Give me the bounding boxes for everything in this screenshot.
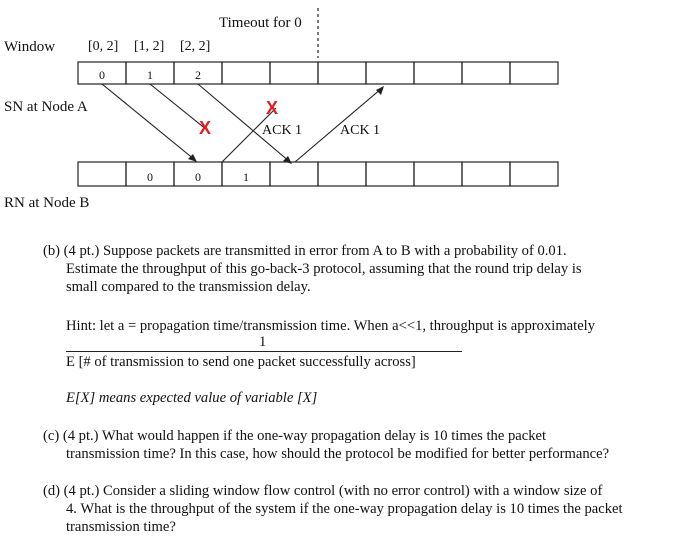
rn-cell [78,162,126,186]
go-back-n-timing-diagram [0,0,681,220]
rn-cell [366,162,414,186]
rn-cell-value: 1 [243,170,249,184]
expectation-note: E[X] means expected value of variable [X] [66,390,318,406]
question-d-line-1: (d) (4 pt.) Consider a sliding window flow control (with no error control) with a window size of [43,483,603,499]
window-range-2: [2, 2] [180,39,211,54]
rn-cell [318,162,366,186]
question-b-line-3: small compared to the transmission delay. [66,279,311,295]
sn-cell-value: 0 [99,68,105,82]
rn-row [78,162,558,186]
hint-text: Hint: let a = propagation time/transmission time. When a<<1, throughput is approximately [66,318,596,334]
question-d-line-2: 4. What is the throughput of the system if the one-way propagation delay is 10 times the packet [66,501,623,517]
ack-1-arrowhead [376,86,384,95]
fraction-numerator: 1 [259,334,267,350]
question-b-line-1: (b) (4 pt.) Suppose packets are transmitted in error from A to B with a probability of 0.01. [43,243,567,259]
sn-row [78,62,558,84]
sn-cell [510,62,558,84]
sn-cell-value: 1 [147,68,153,82]
rn-cell [462,162,510,186]
sn-cell [414,62,462,84]
window-range-1: [1, 2] [134,39,165,54]
sn-cell [270,62,318,84]
sn-cell [462,62,510,84]
rn-cell-value: 0 [195,170,201,184]
ack-label-2: ACK 1 [340,123,381,138]
sn-label: SN at Node A [4,99,88,115]
rn-cell [414,162,462,186]
window-label: Window [4,39,56,55]
question-d-line-3: transmission time? [66,519,176,535]
timeout-label: Timeout for 0 [219,15,302,31]
ack-error-mark: X [266,98,279,118]
rn-label: RN at Node B [4,195,90,211]
rn-cell [270,162,318,186]
ack-label-1: ACK 1 [262,123,303,138]
rn-cell [510,162,558,186]
question-c-line-1: (c) (4 pt.) What would happen if the one-way propagation delay is 10 times the packet [43,428,547,444]
window-range-0: [0, 2] [88,39,119,54]
fraction-denominator: E [# of transmission to send one packet successfully across] [66,354,416,370]
fraction-bar [66,351,462,352]
sn-cell [366,62,414,84]
sn-cell [222,62,270,84]
packet-error-mark: X [199,118,212,138]
question-b-line-2: Estimate the throughput of this go-back-3 protocol, assuming that the round trip delay is [66,261,582,277]
sn-cell [318,62,366,84]
sn-cell-value: 2 [195,68,201,82]
rn-cell-value: 0 [147,170,153,184]
packet-0-arrow [102,84,195,160]
question-c-line-2: transmission time? In this case, how should the protocol be modified for better performance? [66,446,610,462]
